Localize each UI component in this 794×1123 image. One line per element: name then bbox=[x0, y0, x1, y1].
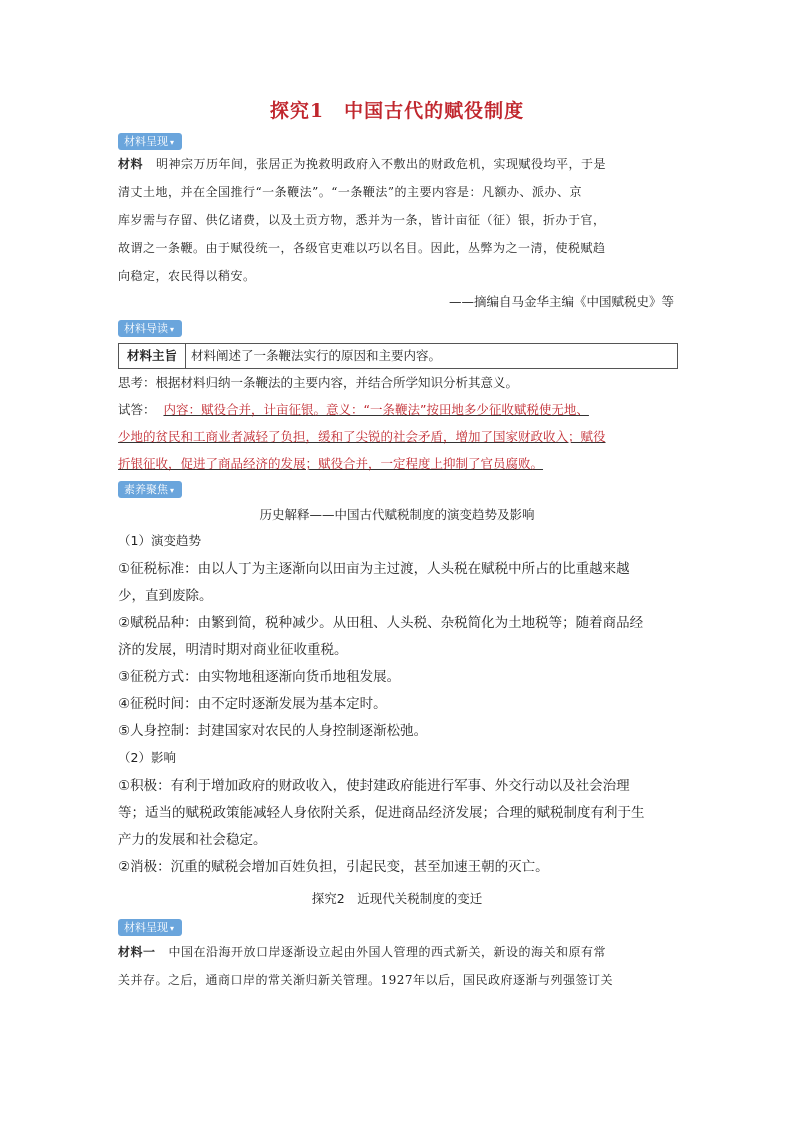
material-line: 材料 明神宗万历年间，张居正为挽救明政府入不敷出的财政危机，实现赋役均平，于是 bbox=[118, 157, 606, 171]
material2-tag: 材料呈现 ▾ bbox=[118, 919, 182, 936]
focus-heading: 历史解释——中国古代赋税制度的演变趋势及影响 bbox=[259, 507, 535, 522]
trend-line: 济的发展，明清时期对商业征收重税。 bbox=[118, 642, 348, 658]
impact-line: 产力的发展和社会稳定。 bbox=[118, 832, 267, 848]
material2-line: 关并存。之后，通商口岸的常关渐归新关管理。1927年以后，国民政府逐渐与列强签订关 bbox=[118, 973, 614, 987]
material2-label: 材料一 bbox=[118, 945, 156, 959]
answer-line: 折银征收，促进了商品经济的发展；赋役合并，一定程度上抑制了官员腐败。 bbox=[118, 456, 544, 471]
section-title: 探究1 中国古代的赋役制度 bbox=[269, 100, 525, 122]
material-line: 向稳定，农民得以稍安。 bbox=[118, 269, 256, 283]
trend-line: ④征税时间：由不定时逐渐发展为基本定时。 bbox=[118, 696, 387, 712]
material-source: ——摘编自马金华主编《中国赋税史》等 bbox=[448, 294, 674, 309]
material-tag: 材料呈现 ▾ bbox=[118, 133, 182, 150]
impact-line: ①积极：有利于增加政府的财政收入，使封建政府能进行军事、外交行动以及社会治理 bbox=[118, 778, 630, 794]
key-point-label: 材料主旨 bbox=[119, 344, 186, 368]
question-text: 思考：根据材料归纳一条鞭法的主要内容，并结合所学知识分析其意义。 bbox=[118, 375, 519, 390]
material2-line: 材料一 中国在沿海开放口岸逐渐设立起由外国人管理的西式新关，新设的海关和原有常 bbox=[118, 945, 606, 959]
key-point-text: 材料阐述了一条鞭法实行的原因和主要内容。 bbox=[191, 348, 442, 363]
impact-line: 等；适当的赋税政策能减轻人身依附关系，促进商品经济发展；合理的赋税制度有利于生 bbox=[118, 805, 645, 821]
trend-line: ②赋税品种：由繁到简，税种减少。从田租、人头税、杂税简化为土地税等；随着商品经 bbox=[118, 615, 644, 631]
material-line: 故谓之一条鞭。由于赋役统一，各级官吏难以巧以名目。因此，丛弊为之一清，使税赋趋 bbox=[118, 241, 606, 255]
trend-line: ③征税方式：由实物地租逐渐向货币地租发展。 bbox=[118, 669, 401, 685]
trend-line: ⑤人身控制：封建国家对农民的人身控制逐渐松弛。 bbox=[118, 723, 428, 739]
material-label: 材料 bbox=[118, 157, 144, 171]
subheading: （1）演变趋势 bbox=[118, 533, 201, 548]
answer-label: 试答： bbox=[118, 402, 156, 417]
section2-title: 探究2 近现代关税制度的变迁 bbox=[311, 891, 483, 906]
subheading: （2）影响 bbox=[118, 750, 176, 765]
trend-line: ①征税标准：由以人丁为主逐渐向以田亩为主过渡，人头税在赋税中所占的比重越来越 bbox=[118, 561, 630, 577]
material-line: 库岁需与存留、供亿诸费，以及土贡方物，悉并为一条，皆计亩征（征）银，折办于官， bbox=[118, 213, 606, 227]
answer-line: 少地的贫民和工商业者减轻了负担，缓和了尖锐的社会矛盾，增加了国家财政收入；赋役 bbox=[118, 429, 606, 444]
impact-line: ②消极：沉重的赋税会增加百姓负担，引起民变，甚至加速王朝的灭亡。 bbox=[118, 859, 549, 875]
key-point-box bbox=[118, 343, 678, 369]
material-line: 清丈土地，并在全国推行“一条鞭法”。“一条鞭法”的主要内容是：凡额办、派办、京 bbox=[118, 185, 583, 199]
trend-line: 少，直到废除。 bbox=[118, 588, 213, 604]
guide-tag: 材料导读 ▾ bbox=[118, 320, 182, 337]
answer-line: 试答： 内容：赋役合并，计亩征银。意义：“一条鞭法”按田地多少征收赋税使无地、 bbox=[118, 402, 589, 417]
focus-tag: 素养聚焦 ▾ bbox=[118, 481, 182, 498]
